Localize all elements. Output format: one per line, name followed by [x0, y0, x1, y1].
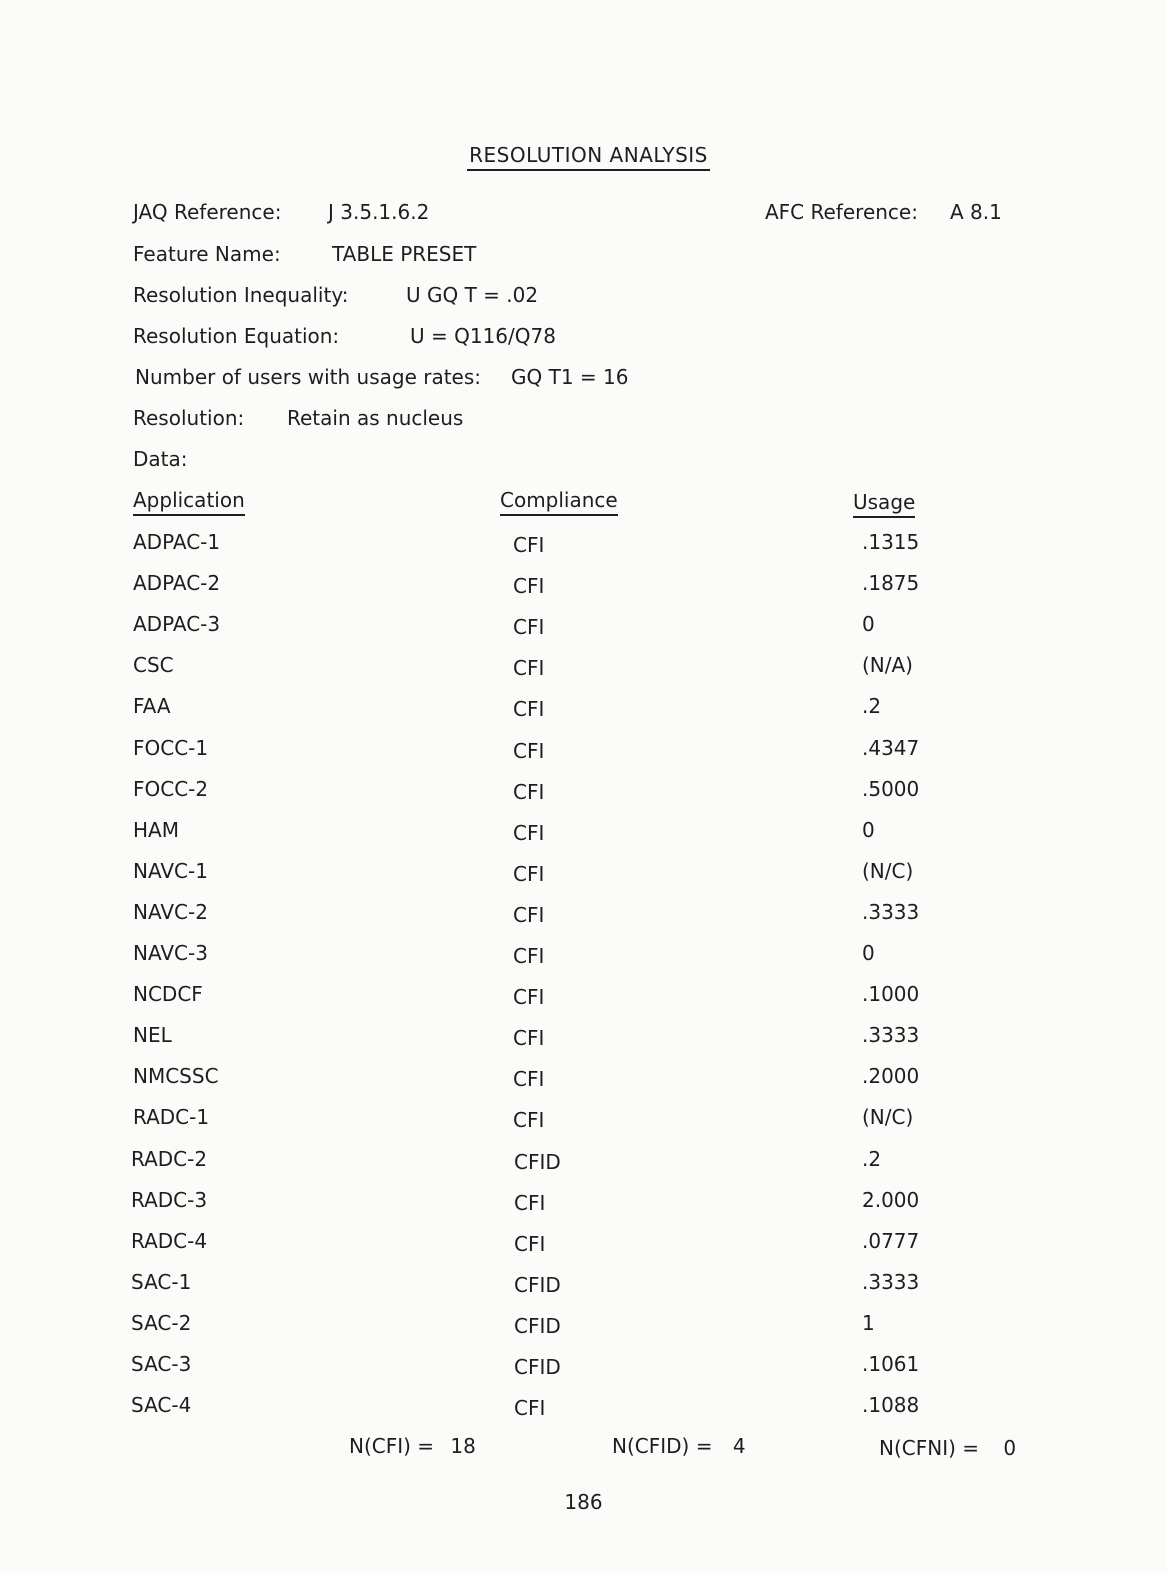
cell-compliance: CFID: [514, 1273, 561, 1297]
cell-compliance: CFI: [513, 780, 545, 804]
cell-compliance: CFI: [513, 533, 545, 557]
resolution-label: Resolution:: [133, 406, 245, 430]
cell-usage: (N/C): [862, 1105, 914, 1129]
cell-application: RADC-4: [131, 1229, 208, 1253]
cell-application: ADPAC-2: [133, 571, 221, 595]
cell-compliance: CFI: [513, 944, 545, 968]
jaq-reference-value: J 3.5.1.6.2: [328, 200, 430, 224]
cell-usage: .1061: [862, 1352, 920, 1376]
cell-compliance: CFI: [513, 697, 545, 721]
users-label: Number of users with usage rates:: [135, 365, 482, 389]
header-application: Application: [133, 488, 245, 516]
cell-usage: 2.000: [862, 1188, 920, 1212]
total-cfi-value: 18: [450, 1434, 476, 1458]
data-label: Data:: [133, 447, 188, 471]
feature-name-value: TABLE PRESET: [332, 242, 477, 266]
total-cfid-label: N(CFID) =: [612, 1434, 713, 1458]
cell-usage: .0777: [862, 1229, 920, 1253]
cell-application: CSC: [133, 653, 174, 677]
cell-application: NCDCF: [133, 982, 203, 1006]
cell-compliance: CFI: [513, 656, 545, 680]
cell-application: NEL: [133, 1023, 172, 1047]
cell-usage: .4347: [862, 736, 920, 760]
cell-usage: .1088: [862, 1393, 920, 1417]
total-cfid-value: 4: [732, 1434, 746, 1458]
cell-usage: .1315: [862, 530, 920, 554]
cell-application: HAM: [133, 818, 179, 842]
cell-application: RADC-3: [131, 1188, 208, 1212]
cell-usage: (N/A): [862, 653, 913, 677]
resolution-inequality-value: U GQ T = .02: [406, 283, 539, 307]
cell-compliance: CFI: [513, 739, 545, 763]
feature-name-label: Feature Name:: [133, 242, 281, 266]
total-cfi-label: N(CFI) =: [349, 1434, 435, 1458]
resolution-equation-value: U = Q116/Q78: [410, 324, 556, 348]
header-usage: Usage: [853, 490, 915, 518]
cell-usage: .3333: [862, 900, 920, 924]
cell-compliance: CFI: [513, 903, 545, 927]
cell-compliance: CFI: [513, 1067, 545, 1091]
resolution-inequality-label: Resolution Inequality:: [133, 283, 349, 307]
page-title: RESOLUTION ANALYSIS: [0, 143, 1167, 167]
cell-application: SAC-4: [131, 1393, 192, 1417]
cell-compliance: CFI: [513, 1026, 545, 1050]
cell-application: SAC-2: [131, 1311, 192, 1335]
cell-application: RADC-1: [133, 1105, 210, 1129]
header-compliance: Compliance: [500, 488, 618, 516]
cell-compliance: CFID: [514, 1314, 561, 1338]
cell-application: NMCSSC: [133, 1064, 219, 1088]
cell-compliance: CFI: [513, 615, 545, 639]
cell-usage: .1000: [862, 982, 920, 1006]
cell-compliance: CFI: [514, 1191, 546, 1215]
jaq-reference-label: JAQ Reference:: [133, 200, 282, 224]
cell-compliance: CFID: [514, 1355, 561, 1379]
cell-compliance: CFI: [513, 574, 545, 598]
cell-usage: (N/C): [862, 859, 914, 883]
cell-usage: .2000: [862, 1064, 920, 1088]
users-value: GQ T1 = 16: [511, 365, 629, 389]
cell-compliance: CFI: [514, 1232, 546, 1256]
total-cfni-value: 0: [1003, 1436, 1017, 1460]
total-cfid: [612, 1434, 746, 1458]
total-cfni-label: N(CFNI) =: [879, 1436, 980, 1460]
cell-application: FAA: [133, 694, 171, 718]
cell-usage: .3333: [862, 1023, 920, 1047]
cell-usage: 1: [862, 1311, 875, 1335]
cell-compliance: CFI: [513, 985, 545, 1009]
cell-compliance: CFID: [514, 1150, 561, 1174]
cell-usage: 0: [862, 818, 875, 842]
cell-application: FOCC-2: [133, 777, 209, 801]
cell-application: ADPAC-1: [133, 530, 221, 554]
cell-application: SAC-1: [131, 1270, 192, 1294]
cell-usage: .2: [862, 1147, 882, 1171]
cell-compliance: CFI: [514, 1396, 546, 1420]
cell-application: NAVC-1: [133, 859, 208, 883]
afc-reference-value: A 8.1: [950, 200, 1002, 224]
total-cfni: [879, 1436, 1016, 1460]
afc-reference-label: AFC Reference:: [765, 200, 918, 224]
cell-application: NAVC-3: [133, 941, 208, 965]
cell-application: ADPAC-3: [133, 612, 221, 636]
cell-usage: .3333: [862, 1270, 920, 1294]
cell-compliance: CFI: [513, 821, 545, 845]
cell-usage: 0: [862, 941, 875, 965]
cell-usage: .2: [862, 694, 882, 718]
cell-application: SAC-3: [131, 1352, 192, 1376]
cell-application: NAVC-2: [133, 900, 208, 924]
resolution-equation-label: Resolution Equation:: [133, 324, 340, 348]
cell-usage: 0: [862, 612, 875, 636]
cell-usage: .1875: [862, 571, 920, 595]
cell-application: RADC-2: [131, 1147, 208, 1171]
total-cfi: [349, 1434, 476, 1458]
cell-compliance: CFI: [513, 1108, 545, 1132]
cell-compliance: CFI: [513, 862, 545, 886]
resolution-value: Retain as nucleus: [287, 406, 464, 430]
page-number: 186: [564, 1490, 603, 1514]
cell-usage: .5000: [862, 777, 920, 801]
cell-application: FOCC-1: [133, 736, 209, 760]
